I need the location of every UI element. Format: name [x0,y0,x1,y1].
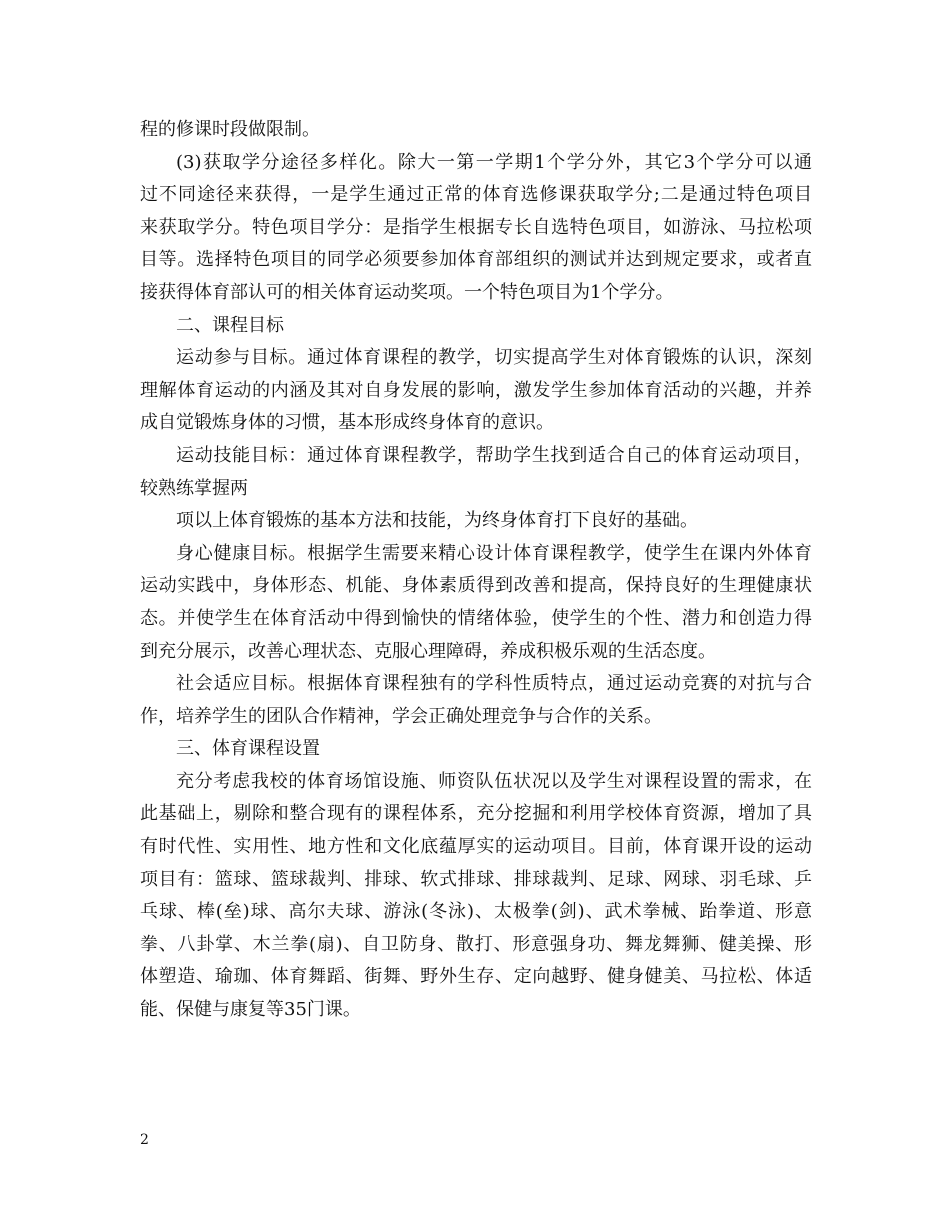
text-line: 身心健康目标。根据学生需要来精心设计体育课程教学，使学生在课内外体育 [176,542,812,564]
text-line: 运动技能目标：通过体育课程教学，帮助学生找到适合自己的体育运动项目， [176,444,812,466]
text-line: 运动实践中，身体形态、机能、身体素质得到改善和提高，保持良好的生理健康状 [140,575,812,597]
text-line: 有时代性、实用性、地方性和文化底蕴厚实的运动项目。目前，体育课开设的运动 [140,836,812,858]
text-line: 程的修课时段做限制。 [140,119,320,140]
text-line: 运动参与目标。通过体育课程的教学，切实提高学生对体育锻炼的认识，深刻 [176,347,812,369]
text-line: 项以上体育锻炼的基本方法和技能，为终身体育打下良好的基础。 [176,510,698,532]
text-line: 来获取学分。特色项目学分：是指学生根据专长自选特色项目，如游泳、马拉松项 [140,216,812,238]
body-text [140,114,812,1027]
text-line: 体塑造、瑜珈、体育舞蹈、街舞、野外生存、定向越野、健身健美、马拉松、体适 [140,966,812,988]
text-line: 过不同途径来获得，一是学生通过正常的体育选修课获取学分;二是通过特色项目 [140,184,812,206]
text-line: 能、保健与康复等35门课。 [140,999,361,1021]
text-line: (3)获取学分途径多样化。除大一第一学期1个学分外，其它3个学分可以通 [176,151,812,173]
text-line: 较熟练掌握两 [140,477,248,499]
text-line: 项目有：篮球、篮球裁判、排球、软式排球、排球裁判、足球、网球、羽毛球、乒 [140,868,812,890]
text-line: 乓球、棒(垒)球、高尔夫球、游泳(冬泳)、太极拳(剑)、武术拳械、跆拳道、形意 [140,901,812,923]
page-number: 2 [140,1132,149,1148]
section-heading: 二、课程目标 [176,314,284,336]
text-line: 作，培养学生的团队合作精神，学会正确处理竞争与合作的关系。 [140,705,662,727]
text-line: 接获得体育部认可的相关体育运动奖项。一个特色项目为1个学分。 [140,281,674,303]
text-line: 充分考虑我校的体育场馆设施、师资队伍状况以及学生对课程设置的需求，在 [176,770,812,792]
text-line: 态。并使学生在体育活动中得到愉快的情绪体验，使学生的个性、潜力和创造力得 [140,607,812,629]
text-line: 拳、八卦掌、木兰拳(扇)、自卫防身、散打、形意强身功、舞龙舞狮、健美操、形 [140,933,812,955]
text-line: 理解体育运动的内涵及其对自身发展的影响，激发学生参加体育活动的兴趣，并养 [140,379,812,401]
text-line: 成自觉锻炼身体的习惯，基本形成终身体育的意识。 [140,412,554,434]
text-line: 到充分展示，改善心理状态、克服心理障碍，养成积极乐观的生活态度。 [140,640,716,662]
text-line: 目等。选择特色项目的同学必须要参加体育部组织的测试并达到规定要求，或者直 [140,249,812,271]
section-heading: 三、体育课程设置 [176,738,320,760]
text-line: 此基础上，剔除和整合现有的课程体系，充分挖掘和利用学校体育资源，增加了具 [140,803,812,825]
text-line: 社会适应目标。根据体育课程独有的学科性质特点，通过运动竞赛的对抗与合 [176,673,812,695]
